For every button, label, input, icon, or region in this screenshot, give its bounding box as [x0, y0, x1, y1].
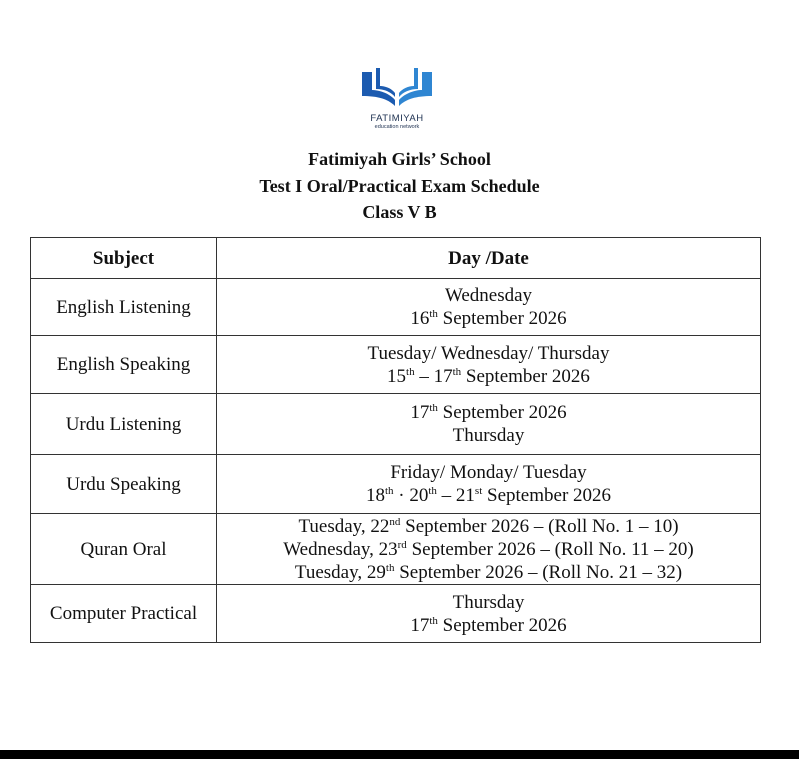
date-text: – 21 — [436, 485, 475, 506]
date-cell — [217, 514, 761, 585]
date-line — [221, 538, 756, 561]
date-text: Wednesday, 23 — [283, 538, 398, 560]
date-text: Tuesday, 22 — [298, 515, 390, 537]
date-text: Friday/ Monday/ Tuesday — [390, 462, 587, 483]
subject-cell: Quran Oral — [31, 514, 217, 585]
header-row — [31, 238, 761, 279]
date-line — [221, 614, 756, 637]
exam-title: Test I Oral/Practical Exam Schedule — [259, 176, 540, 196]
ordinal-suffix: rd — [397, 538, 407, 551]
ordinal-suffix: th — [429, 308, 438, 320]
subject-cell: English Speaking — [31, 336, 217, 394]
open-book-icon — [358, 66, 436, 110]
date-cell — [217, 455, 761, 514]
subject-cell: Urdu Speaking — [31, 455, 217, 514]
date-text: September 2026 – (Roll No. 21 – 32) — [394, 561, 683, 583]
school-logo — [352, 66, 442, 146]
ordinal-suffix: nd — [389, 515, 401, 528]
date-text: 17 — [410, 614, 430, 636]
ordinal-suffix: th — [384, 485, 394, 497]
date-text: September 2026 — [482, 485, 612, 506]
date-line — [221, 307, 756, 330]
date-cell — [217, 394, 761, 455]
logo-name: FATIMIYAH — [370, 113, 424, 124]
date-text: Wednesday — [444, 285, 533, 306]
table-row — [31, 585, 761, 643]
date-text: · 20 — [393, 485, 429, 506]
date-text: September 2026 – (Roll No. 1 – 10) — [400, 515, 679, 537]
date-line — [221, 461, 756, 484]
logo-tagline: education network — [374, 124, 420, 130]
date-text: September 2026 – (Roll No. 11 – 20) — [406, 538, 694, 560]
date-header: Day /Date — [217, 238, 761, 279]
table-row — [31, 336, 761, 394]
date-text: Tuesday/ Wednesday/ Thursday — [367, 342, 610, 364]
date-cell — [217, 279, 761, 336]
date-cell — [217, 585, 761, 643]
class-name: Class V B — [362, 202, 437, 222]
date-text: 18 — [365, 485, 385, 506]
ordinal-suffix: th — [428, 485, 437, 497]
date-line — [221, 365, 756, 388]
date-text: September 2026 — [437, 308, 567, 329]
date-line — [221, 342, 756, 365]
table-row — [31, 514, 761, 585]
table-row — [31, 455, 761, 514]
date-line — [221, 484, 756, 507]
date-text: Thursday — [452, 425, 525, 446]
table-row — [31, 394, 761, 455]
date-line — [221, 401, 756, 424]
subject-cell: Computer Practical — [31, 585, 217, 643]
ordinal-suffix: th — [385, 561, 395, 574]
subject-cell: Urdu Listening — [31, 394, 217, 455]
subject-cell: English Listening — [31, 279, 217, 336]
ordinal-suffix: th — [429, 614, 438, 627]
date-line — [221, 424, 756, 447]
date-text: September 2026 — [437, 614, 567, 636]
date-text: 16 — [410, 308, 430, 329]
date-text: September 2026 — [461, 365, 590, 387]
date-text: 17 — [410, 402, 430, 423]
date-text: Thursday — [452, 591, 525, 613]
ordinal-suffix: th — [429, 402, 438, 414]
date-line — [221, 561, 756, 584]
date-text: Tuesday, 29 — [294, 561, 386, 583]
date-text: September 2026 — [437, 402, 567, 423]
date-text: – 17 — [414, 365, 453, 387]
schedule-table — [30, 237, 761, 643]
ordinal-suffix: th — [452, 365, 462, 378]
ordinal-suffix: st — [474, 485, 483, 497]
table-row — [31, 279, 761, 336]
date-text: 15 — [387, 365, 407, 387]
date-cell — [217, 336, 761, 394]
bottom-bar — [0, 750, 799, 759]
date-line — [221, 515, 756, 538]
date-line — [221, 591, 756, 614]
ordinal-suffix: th — [406, 365, 415, 378]
subject-header: Subject — [31, 238, 217, 279]
date-line — [221, 284, 756, 307]
school-name: Fatimiyah Girls’ School — [308, 149, 491, 169]
